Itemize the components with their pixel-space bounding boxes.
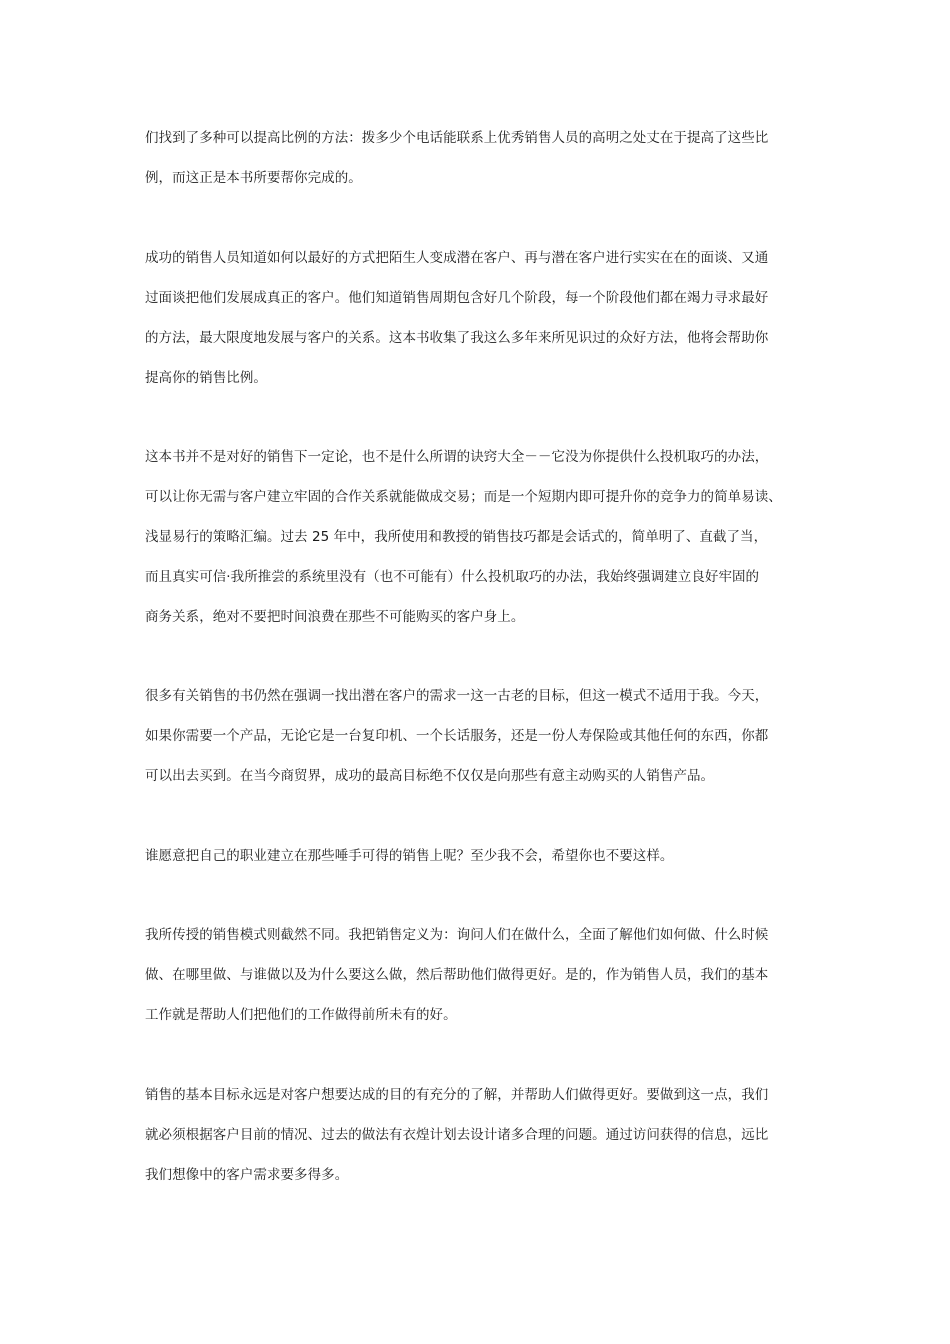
text-line: 如果你需要一个产品，无论它是一台复印机、一个长话服务，还是一份人寿保险或其他任何的东西，你都 <box>145 728 769 744</box>
text-line: 我所传授的销售模式则截然不同。我把销售定义为：询问人们在做什么，全面了解他们如何做、什么时候 <box>145 927 769 943</box>
text-line: 工作就是帮助人们把他们的工作做得前所未有的好。 <box>145 1007 457 1023</box>
text-line: 可以出去买到。在当今商贸界，成功的最高目标绝不仅仅是向那些有意主动购买的人销售产品。 <box>145 768 715 784</box>
text-line: 我们想像中的客户需求要多得多。 <box>145 1167 349 1183</box>
text-line: 们找到了多种可以提高比例的方法：拨多少个电话能联系上优秀销售人员的高明之处丈在于提高了这些比 <box>145 130 769 146</box>
text-line: 过面谈把他们发展成真正的客户。他们知道销售周期包含好几个阶段，每一个阶段他们都在竭力寻求最好 <box>145 290 769 306</box>
text-line: 例，而这正是本书所要帮你完成的。 <box>145 170 362 186</box>
text-line: 谁愿意把自己的职业建立在那些唾手可得的销售上呢？至少我不会，希望你也不要这样。 <box>145 848 674 864</box>
text-line: 成功的销售人员知道如何以最好的方式把陌生人变成潜在客户、再与潜在客户进行实实在在的面谈、又通 <box>145 250 769 266</box>
text-line: 浅显易行的策略汇编。过去 25 年中，我所使用和教授的销售技巧都是会话式的，简单明了、直截了当， <box>145 529 768 545</box>
text-line: 的方法，最大限度地发展与客户的关系。这本书收集了我这么多年来所见识过的众好方法，他将会帮助你 <box>145 330 769 346</box>
text-line: 这本书并不是对好的销售下一定论，也不是什么所谓的诀窍大全－－它没为你提供什么投机取巧的办法， <box>145 449 769 465</box>
text-line: 销售的基本目标永远是对客户想要达成的目的有充分的了解，并帮助人们做得更好。要做到这一点，我们 <box>145 1087 769 1103</box>
text-line: 做、在哪里做、与谁做以及为什么要这么做，然后帮助他们做得更好。是的，作为销售人员，我们的基本 <box>145 967 769 983</box>
text-line: 可以让你无需与客户建立牢固的合作关系就能做成交易；而是一个短期内即可提升你的竞争力的简单易读、 <box>145 489 782 505</box>
text-line: 就必须根据客户目前的情况、过去的做法有衣煌计划去设计诸多合理的问题。通过访问获得的信息，远比 <box>145 1127 769 1143</box>
text-line: 提高你的销售比例。 <box>145 370 267 386</box>
text-line: 商务关系，绝对不要把时间浪费在那些不可能购买的客户身上。 <box>145 609 525 625</box>
text-line: 而且真实可信·我所推尝的系统里没有（也不可能有）什么投机取巧的办法，我始终强调建立良好牢固的 <box>145 569 760 585</box>
text-line: 很多有关销售的书仍然在强调一找出潜在客户的需求一这一古老的目标，但这一模式不适用于我。今天， <box>145 688 769 704</box>
